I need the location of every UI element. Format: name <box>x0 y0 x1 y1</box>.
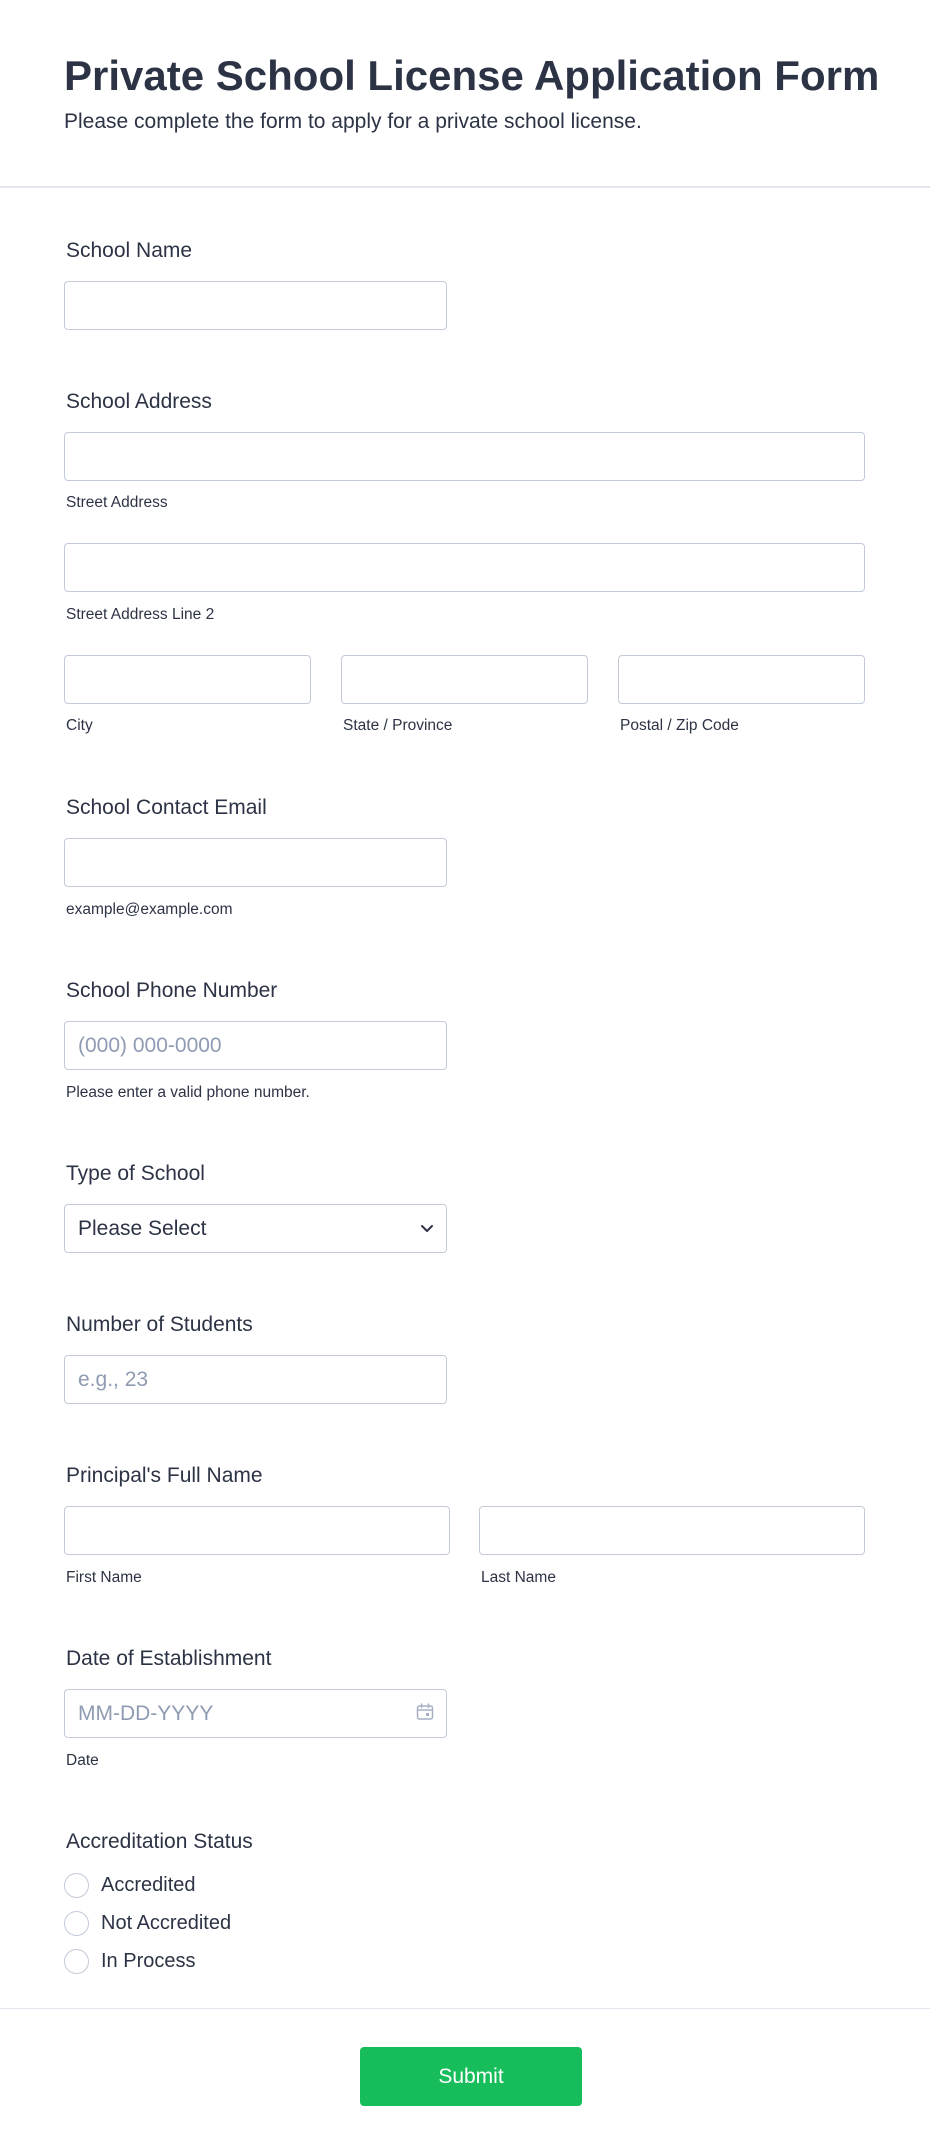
header-divider <box>0 186 930 188</box>
chevron-down-icon <box>420 1224 434 1234</box>
form-title: Private School License Application Form <box>64 52 880 99</box>
phone-sublabel: Please enter a valid phone number. <box>66 1084 310 1101</box>
street-address-sublabel: Street Address <box>66 494 168 511</box>
radio-in-process[interactable] <box>64 1947 195 1975</box>
principal-label: Principal's Full Name <box>66 1464 263 1487</box>
last-name-sublabel: Last Name <box>481 1569 556 1586</box>
students-label: Number of Students <box>66 1313 253 1336</box>
last-name-input[interactable] <box>479 1506 865 1555</box>
phone-input[interactable] <box>64 1021 447 1070</box>
state-input[interactable] <box>341 655 588 704</box>
radio-not-accredited[interactable] <box>64 1909 231 1937</box>
radio-label: Accredited <box>101 1873 196 1896</box>
zip-input[interactable] <box>618 655 865 704</box>
submit-button[interactable]: Submit <box>360 2047 582 2106</box>
radio-label: Not Accredited <box>101 1911 232 1934</box>
date-input[interactable] <box>64 1689 447 1738</box>
school-name-input[interactable] <box>64 281 447 330</box>
accreditation-label: Accreditation Status <box>66 1830 253 1853</box>
state-sublabel: State / Province <box>343 717 453 734</box>
date-sublabel: Date <box>66 1752 99 1769</box>
street-address-input[interactable] <box>64 432 865 481</box>
school-type-label: Type of School <box>66 1162 205 1185</box>
school-type-selected: Please Select <box>78 1216 207 1240</box>
first-name-sublabel: First Name <box>66 1569 142 1586</box>
first-name-input[interactable] <box>64 1506 450 1555</box>
calendar-icon[interactable] <box>415 1702 435 1722</box>
radio-circle[interactable] <box>64 1949 89 1974</box>
school-name-label: School Name <box>66 239 193 262</box>
phone-label: School Phone Number <box>66 979 278 1002</box>
street-address-line2-input[interactable] <box>64 543 865 592</box>
school-address-label: School Address <box>66 390 212 413</box>
radio-circle[interactable] <box>64 1911 89 1936</box>
city-input[interactable] <box>64 655 311 704</box>
email-label: School Contact Email <box>66 796 267 819</box>
established-label: Date of Establishment <box>66 1647 272 1670</box>
form-subtitle: Please complete the form to apply for a private school license. <box>64 110 642 133</box>
footer-divider <box>0 2008 930 2009</box>
date-field <box>64 1689 447 1738</box>
school-type-select[interactable] <box>64 1204 447 1253</box>
radio-accredited[interactable] <box>64 1871 196 1899</box>
city-sublabel: City <box>66 717 93 734</box>
radio-label: In Process <box>101 1949 196 1972</box>
radio-circle[interactable] <box>64 1873 89 1898</box>
students-input[interactable] <box>64 1355 447 1404</box>
email-sublabel: example@example.com <box>66 901 233 918</box>
street-address-line2-sublabel: Street Address Line 2 <box>66 606 215 623</box>
zip-sublabel: Postal / Zip Code <box>620 717 739 734</box>
email-input[interactable] <box>64 838 447 887</box>
